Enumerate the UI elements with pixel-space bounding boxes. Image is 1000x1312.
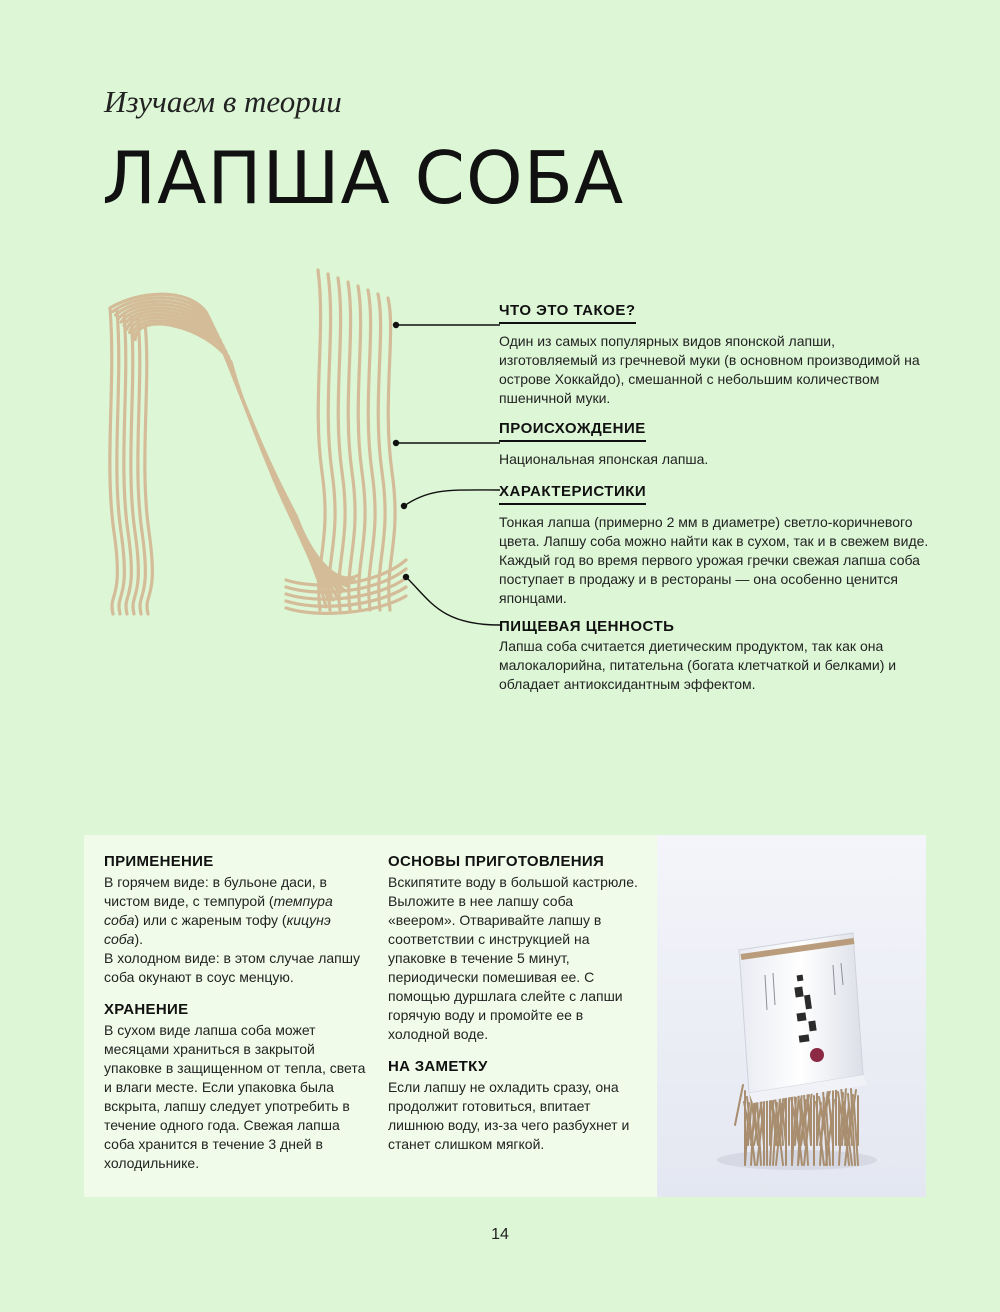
info-text: Тонкая лапша (примерно 2 мм в диаметре) светло-коричневого цвета. Лапшу соба можно найти как в сухом, так и в свежем виде. Каждый год во время первого урожая гречки свежая лапша соба поступает в продажу и в рестораны — она особенно ценится японцами. — [499, 514, 929, 606]
info-origin — [499, 420, 929, 469]
cooking-text: Вскипятите воду в большой кастрюле. Выложите в нее лапшу соба «веером». Отваривайте лапшу в соответствии с инструкцией на упаковке в течение 5 минут, периодически помешивая ее. С помощью дуршлага слейте с лапши горячую воду и промойте ее в холодной воде. — [388, 874, 638, 1042]
info-heading: ХАРАКТЕРИСТИКИ — [499, 483, 646, 505]
usage-section — [104, 853, 366, 1173]
cooking-heading: ОСНОВЫ ПРИГОТОВЛЕНИЯ — [388, 853, 605, 870]
page-number: 14 — [491, 1226, 509, 1243]
page-title: ЛАПША СОБА — [102, 136, 625, 220]
soba-bundle-photo — [657, 835, 926, 1197]
noodle-strand — [328, 274, 335, 610]
note-heading: НА ЗАМЕТКУ — [388, 1058, 488, 1075]
info-heading: ПРОИСХОЖДЕНИЕ — [499, 420, 646, 442]
storage-heading: ХРАНЕНИЕ — [104, 1001, 189, 1018]
leader-lines — [390, 310, 510, 640]
noodle-n-illustration — [96, 262, 426, 632]
noodle-strand — [338, 278, 345, 610]
noodle-strand — [378, 294, 385, 610]
section-kicker: Изучаем в теории — [104, 84, 342, 119]
usage-heading: ПРИМЕНЕНИЕ — [104, 853, 214, 870]
info-what-is-it — [499, 302, 929, 408]
cooking-section — [388, 853, 642, 1154]
info-nutrition — [499, 618, 929, 694]
storage-text: В сухом виде лапша соба может месяцами храниться в закрытой упаковке в защищенном от тепла, света и влаги месте. Если упаковка была вскрыта, лапшу следует употребить в течение одного года. Свежая лапша соба хранится в течение 3 дней в холодильнике. — [104, 1022, 366, 1171]
info-characteristics — [499, 483, 929, 608]
noodle-strand — [358, 286, 365, 610]
noodle-strand — [130, 318, 351, 583]
usage-cold-text: В холодном виде: в этом случае лапшу соба окунают в соус менцую. — [104, 950, 360, 985]
note-text: Если лапшу не охладить сразу, она продолжит готовиться, впитает лишнюю воду, из-за чего разбухнет и станет слишком мягкой. — [388, 1079, 630, 1152]
info-text: Лапша соба считается диетическим продуктом, так как она малокалорийна, питательна (богата клетчаткой и белками) и обладает антиоксидантным эффектом. — [499, 638, 897, 692]
noodle-strand — [127, 314, 347, 586]
noodle-strand — [368, 290, 375, 610]
info-text: Национальная японская лапша. — [499, 451, 709, 467]
noodle-strand — [348, 282, 355, 610]
info-heading: ПИЩЕВАЯ ЦЕННОСТЬ — [499, 618, 675, 635]
info-text: Один из самых популярных видов японской лапши, изготовляемый из гречневой муки (в основном производимой на острове Хоккайдо), смешанной с небольшим количеством пшеничной муки. — [499, 333, 920, 406]
usage-hot-text: В горячем виде: в бульоне даси, в чистом виде, с темпурой (темпура соба) или с жареным тофу (кицунэ соба). — [104, 874, 333, 947]
soba-bundle-image — [657, 835, 926, 1197]
info-heading: ЧТО ЭТО ТАКОЕ? — [499, 302, 636, 324]
